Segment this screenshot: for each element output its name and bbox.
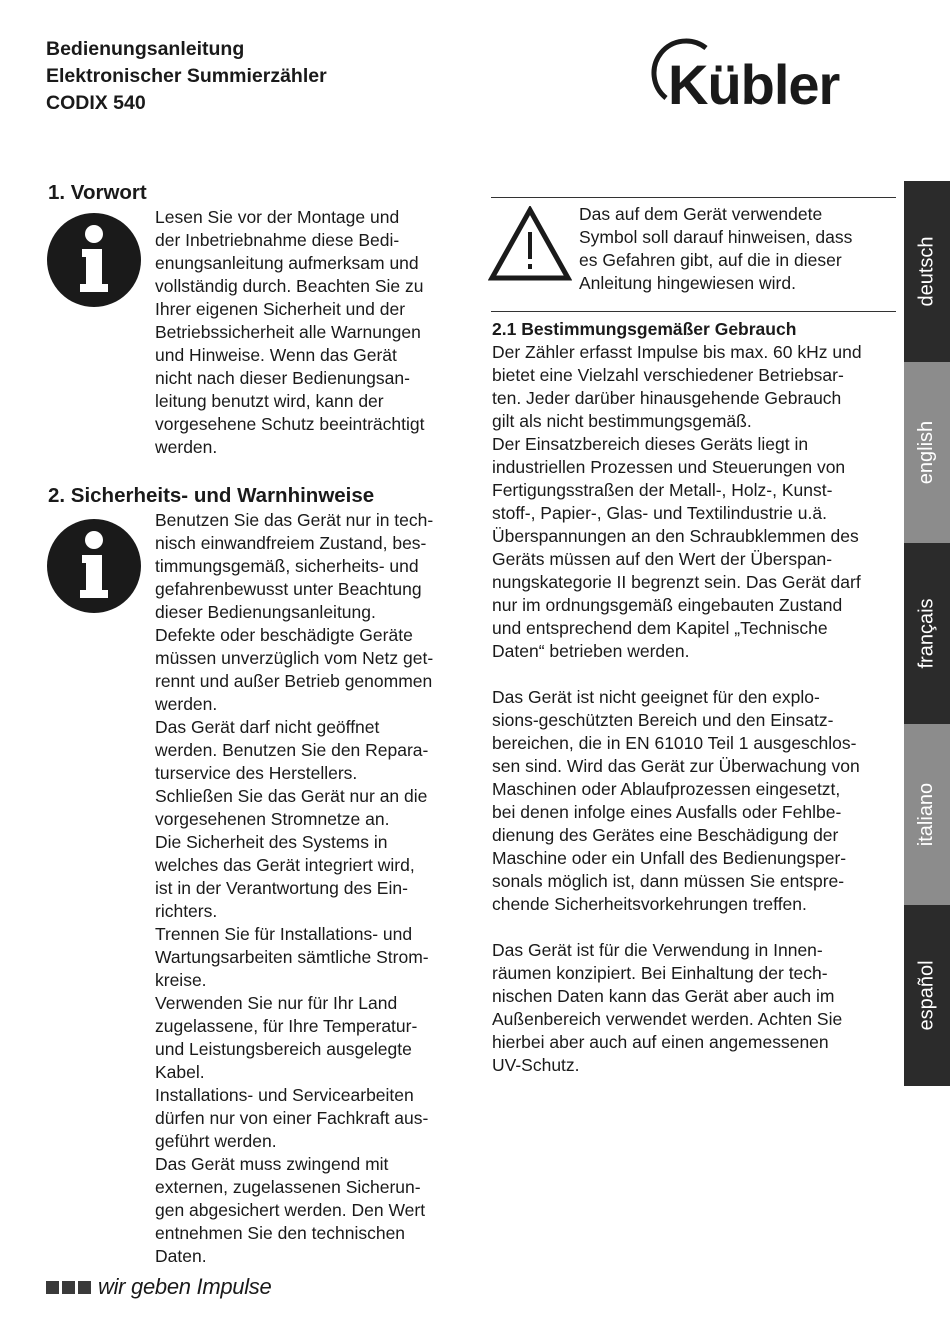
text-line: Überspannungen an den Schraubklemmen des — [492, 526, 859, 546]
section-heading-bestimmung: 2.1 Bestimmungsgemäßer Gebrauch — [492, 319, 797, 339]
title-line-2: Elektronischer Summierzähler — [46, 65, 327, 87]
text-line: gefahrenbewusst unter Beachtung — [155, 579, 422, 599]
warning-text — [579, 203, 852, 295]
warning-top-rule — [491, 197, 896, 198]
language-tab-2[interactable] — [904, 543, 950, 724]
text-line: hierbei aber auch auf einen angemessenen — [492, 1032, 829, 1052]
text-line: Die Sicherheit des Systems in — [155, 832, 388, 852]
bestimmung-text — [492, 341, 862, 1077]
text-line: Anleitung hingewiesen wird. — [579, 273, 796, 293]
slogan-square-icon — [62, 1281, 75, 1294]
vorwort-text — [155, 206, 424, 459]
text-line: dürfen nur von einer Fachkraft aus- — [155, 1108, 429, 1128]
text-line: Installations- und Servicearbeiten — [155, 1085, 414, 1105]
language-tab-label: français — [915, 598, 938, 669]
info-icon — [46, 212, 142, 308]
text-line: bietet eine Vielzahl verschiedener Betriebsar- — [492, 365, 844, 385]
text-line: welches das Gerät integriert wird, — [155, 855, 415, 875]
text-line: Das Gerät muss zwingend mit — [155, 1154, 389, 1174]
text-line: Daten. — [155, 1246, 207, 1266]
text-line: Betriebssicherheit alle Warnungen — [155, 322, 421, 342]
sicherheit-text — [155, 509, 433, 1268]
text-line: industriellen Prozessen und Steuerungen von — [492, 457, 846, 477]
text-line: nisch einwandfreiem Zustand, bes- — [155, 533, 427, 553]
text-line: Fertigungsstraßen der Metall-, Holz-, Kunst- — [492, 480, 833, 500]
text-line: rennt und außer Betrieb genommen — [155, 671, 433, 691]
text-line: Außenbereich verwendet werden. Achten Sie — [492, 1009, 843, 1029]
text-line: Trennen Sie für Installations- und — [155, 924, 413, 944]
text-line: nungskategorie II begrenzt sein. Das Gerät darf — [492, 572, 861, 592]
text-line: und entsprechend dem Kapitel „Technische — [492, 618, 828, 638]
text-line: Defekte oder beschädigte Geräte — [155, 625, 413, 645]
text-line: Der Einsatzbereich dieses Geräts liegt in — [492, 434, 809, 454]
text-line: timmungsgemäß, sicherheits- und — [155, 556, 419, 576]
text-line: räumen konzipiert. Bei Einhaltung der tech- — [492, 963, 828, 983]
document-title — [46, 36, 327, 117]
text-line: kreise. — [155, 970, 207, 990]
text-line: gilt als nicht bestimmungsgemäß. — [492, 411, 752, 431]
text-line: ten. Jeder darüber hinausgehende Gebrauch — [492, 388, 842, 408]
language-tab-label: english — [915, 420, 938, 485]
footer-slogan — [46, 1272, 271, 1302]
text-line: dienung des Gerätes eine Beschädigung der — [492, 825, 839, 845]
text-line: richters. — [155, 901, 218, 921]
text-line: stoff-, Papier-, Glas- und Textilindustrie u.ä. — [492, 503, 827, 523]
text-line: Verwenden Sie nur für Ihr Land — [155, 993, 398, 1013]
logo-wordmark: Kübler — [668, 53, 840, 114]
text-line: externen, zugelassenen Sicherun- — [155, 1177, 421, 1197]
text-line: werden. — [155, 437, 218, 457]
text-line: werden. Benutzen Sie den Repara- — [155, 740, 429, 760]
text-line: und Leistungsbereich ausgelegte — [155, 1039, 412, 1059]
text-line: Das Gerät darf nicht geöffnet — [155, 717, 380, 737]
text-line: chende Sicherheitsvorkehrungen treffen. — [492, 894, 807, 914]
section-heading-sicherheit: 2. Sicherheits- und Warnhinweise — [48, 484, 375, 507]
text-line: Maschine oder ein Unfall des Bedienungsper- — [492, 848, 847, 868]
text-line: leitung benutzt wird, kann der — [155, 391, 384, 411]
text-line: Das auf dem Gerät verwendete — [579, 204, 823, 224]
text-line: sonals möglich ist, dann müssen Sie entspre- — [492, 871, 845, 891]
text-line: Symbol soll darauf hinweisen, dass — [579, 227, 853, 247]
text-line: Geräts müssen auf den Wert der Überspan- — [492, 549, 833, 569]
text-line: nischen Daten kann das Gerät aber auch im — [492, 986, 835, 1006]
text-line: vorgesehene Schutz beeinträchtigt — [155, 414, 425, 434]
language-tab-3[interactable] — [904, 724, 950, 905]
text-line: turservice des Herstellers. — [155, 763, 358, 783]
text-line: Wartungsarbeiten sämtliche Strom- — [155, 947, 429, 967]
text-line: nur im ordnungsgemäß eingebauten Zustand — [492, 595, 843, 615]
text-line: Maschinen oder Ablaufprozessen eingesetzt, — [492, 779, 841, 799]
title-line-1: Bedienungsanleitung — [46, 38, 245, 60]
text-line: dieser Bedienungsanleitung. — [155, 602, 376, 622]
text-line: und Hinweise. Wenn das Gerät — [155, 345, 397, 365]
text-line: gen abgesichert werden. Den Wert — [155, 1200, 426, 1220]
text-line: Daten“ betrieben werden. — [492, 641, 690, 661]
text-line: Das Gerät ist für die Verwendung in Innen- — [492, 940, 823, 960]
text-line: es Gefahren gibt, auf die in dieser — [579, 250, 842, 270]
text-line: Der Zähler erfasst Impulse bis max. 60 kHz und — [492, 342, 862, 362]
kuebler-logo — [648, 38, 916, 114]
text-line — [492, 916, 862, 939]
language-tab-label: italiano — [915, 782, 938, 847]
text-line: Das Gerät ist nicht geeignet für den explo- — [492, 687, 820, 707]
text-line: geführt werden. — [155, 1131, 277, 1151]
text-line: Ihrer eigenen Sicherheit und der — [155, 299, 406, 319]
language-tab-0[interactable] — [904, 181, 950, 362]
title-line-3: CODIX 540 — [46, 92, 146, 114]
slogan-square-icon — [78, 1281, 91, 1294]
text-line: entnehmen Sie den technischen — [155, 1223, 406, 1243]
text-line: Kabel. — [155, 1062, 205, 1082]
text-line: der Inbetriebnahme diese Bedi- — [155, 230, 400, 250]
warning-bottom-rule — [491, 311, 896, 312]
text-line: vorgesehenen Stromnetze an. — [155, 809, 390, 829]
text-line: nicht nach dieser Bedienungsan- — [155, 368, 410, 388]
language-tab-1[interactable] — [904, 362, 950, 543]
text-line: Lesen Sie vor der Montage und — [155, 207, 400, 227]
text-line: zugelassene, für Ihre Temperatur- — [155, 1016, 418, 1036]
text-line: sen sind. Wird das Gerät zur Überwachung von — [492, 756, 860, 776]
text-line: ist in der Verantwortung des Ein- — [155, 878, 408, 898]
language-tab-label: deutsch — [915, 236, 938, 307]
text-line — [492, 663, 862, 686]
text-line: Schließen Sie das Gerät nur an die — [155, 786, 428, 806]
text-line: bei denen infolge eines Ausfalls oder Fehlbe- — [492, 802, 842, 822]
text-line: bereichen, die in EN 61010 Teil 1 ausgeschlos- — [492, 733, 857, 753]
text-line: müssen unverzüglich vom Netz get- — [155, 648, 434, 668]
text-line: sions-geschützten Bereich und den Einsatz- — [492, 710, 834, 730]
language-tab-label: español — [915, 960, 938, 1031]
slogan-text: wir geben Impulse — [98, 1274, 272, 1299]
info-icon — [46, 518, 142, 614]
text-line: enungsanleitung aufmerksam und — [155, 253, 419, 273]
text-line: vollständig durch. Beachten Sie zu — [155, 276, 424, 296]
language-tab-4[interactable] — [904, 905, 950, 1086]
text-line: Benutzen Sie das Gerät nur in tech- — [155, 510, 434, 530]
text-line: werden. — [155, 694, 218, 714]
warning-triangle-icon — [488, 206, 572, 282]
text-line: UV-Schutz. — [492, 1055, 580, 1075]
section-heading-vorwort: 1. Vorwort — [48, 181, 147, 204]
slogan-square-icon — [46, 1281, 59, 1294]
